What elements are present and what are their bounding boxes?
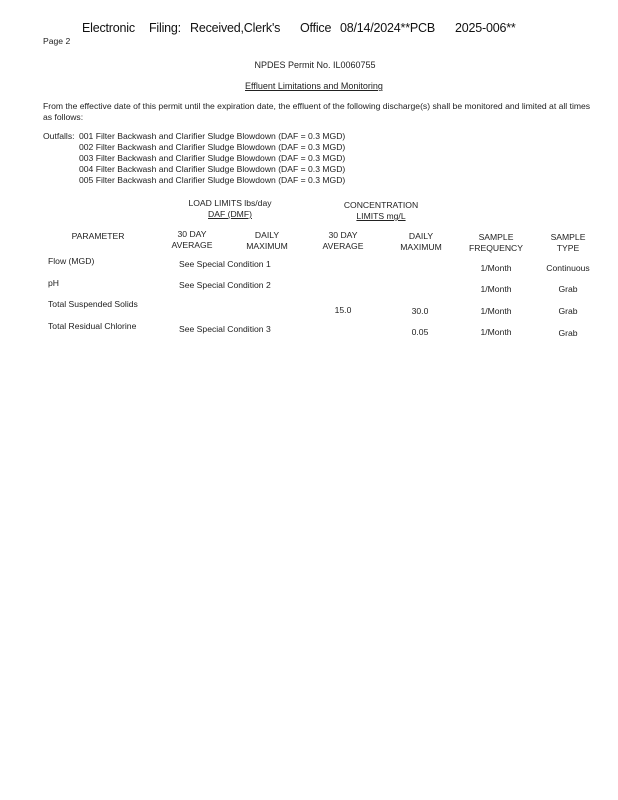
- col-header-line: AVERAGE: [171, 240, 213, 250]
- filing-stamp-electronic: Electronic: [82, 21, 135, 35]
- table-row-frequency: 1/Month: [480, 306, 512, 316]
- outfalls-label: Outfalls:: [43, 131, 75, 141]
- filing-stamp-filing: Filing:: [149, 21, 181, 35]
- col-header-line: MAXIMUM: [400, 242, 442, 252]
- col-header-frequency: [463, 232, 529, 254]
- outfall-item: 004 Filter Backwash and Clarifier Sludge Blowdown (DAF = 0.3 MGD): [79, 164, 346, 174]
- section-title: Effluent Limitations and Monitoring: [245, 81, 383, 91]
- col-header-type: [540, 232, 596, 254]
- table-row-parameter: Flow (MGD): [48, 256, 95, 266]
- table-row-parameter: pH: [48, 278, 59, 288]
- outfall-item: 001 Filter Backwash and Clarifier Sludge Blowdown (DAF = 0.3 MGD): [79, 131, 346, 141]
- table-row-frequency: 1/Month: [480, 284, 512, 294]
- load-limits-title: LOAD LIMITS lbs/day: [188, 198, 272, 208]
- concentration-subtitle: LIMITS mg/L: [356, 211, 406, 221]
- filing-stamp-office: Office: [300, 21, 332, 35]
- table-row-load-note: See Special Condition 1: [179, 259, 271, 269]
- load-limits-header: [170, 198, 290, 220]
- table-row-load-note: See Special Condition 2: [179, 280, 271, 290]
- col-header-load-30day: [161, 229, 223, 251]
- filing-stamp-case-number: 2025-006**: [455, 21, 516, 35]
- col-header-line: FREQUENCY: [469, 243, 523, 253]
- intro-paragraph: From the effective date of this permit until the expiration date, the effluent of the following discharge(s) shall be monitored and limited at all times as follows:: [43, 101, 591, 122]
- col-header-load-daily: [236, 230, 298, 252]
- table-row-type: Grab: [558, 328, 578, 338]
- table-row-frequency: 1/Month: [480, 263, 512, 273]
- col-header-line: DAILY: [408, 231, 434, 241]
- col-header-line: SAMPLE: [478, 232, 514, 242]
- col-header-parameter: [58, 231, 138, 242]
- col-header-line: TYPE: [556, 243, 580, 253]
- table-row-type: Grab: [558, 306, 578, 316]
- table-row-type: Continuous: [546, 263, 590, 273]
- col-header-line: AVERAGE: [322, 241, 364, 251]
- outfall-item: 002 Filter Backwash and Clarifier Sludge Blowdown (DAF = 0.3 MGD): [79, 142, 346, 152]
- col-header-conc-30day: [312, 230, 374, 252]
- filing-stamp-date: 08/14/2024**PCB: [340, 21, 435, 35]
- table-row-parameter: Total Residual Chlorine: [48, 321, 137, 331]
- table-row-conc-30day: 15.0: [334, 305, 352, 315]
- table-row-parameter: Total Suspended Solids: [48, 299, 138, 309]
- concentration-title: CONCENTRATION: [343, 200, 419, 210]
- table-row-conc-daily: 0.05: [411, 327, 429, 337]
- col-header-parameter-text: PARAMETER: [71, 231, 125, 241]
- page-label: Page 2: [43, 36, 71, 46]
- table-row-conc-daily: 30.0: [411, 306, 429, 316]
- col-header-line: SAMPLE: [550, 232, 586, 242]
- col-header-line: 30 DAY: [177, 229, 207, 239]
- outfall-item: 003 Filter Backwash and Clarifier Sludge Blowdown (DAF = 0.3 MGD): [79, 153, 346, 163]
- permit-number: NPDES Permit No. IL0060755: [254, 60, 376, 70]
- table-row-frequency: 1/Month: [480, 327, 512, 337]
- concentration-header: [321, 200, 441, 222]
- table-row-load-note: See Special Condition 3: [179, 324, 271, 334]
- outfall-item: 005 Filter Backwash and Clarifier Sludge Blowdown (DAF = 0.3 MGD): [79, 175, 346, 185]
- col-header-conc-daily: [389, 231, 453, 253]
- load-limits-subtitle: DAF (DMF): [208, 209, 252, 219]
- col-header-line: DAILY: [254, 230, 280, 240]
- col-header-line: MAXIMUM: [246, 241, 288, 251]
- col-header-line: 30 DAY: [328, 230, 358, 240]
- filing-stamp-received: Received,Clerk's: [190, 21, 281, 35]
- table-row-type: Grab: [558, 284, 578, 294]
